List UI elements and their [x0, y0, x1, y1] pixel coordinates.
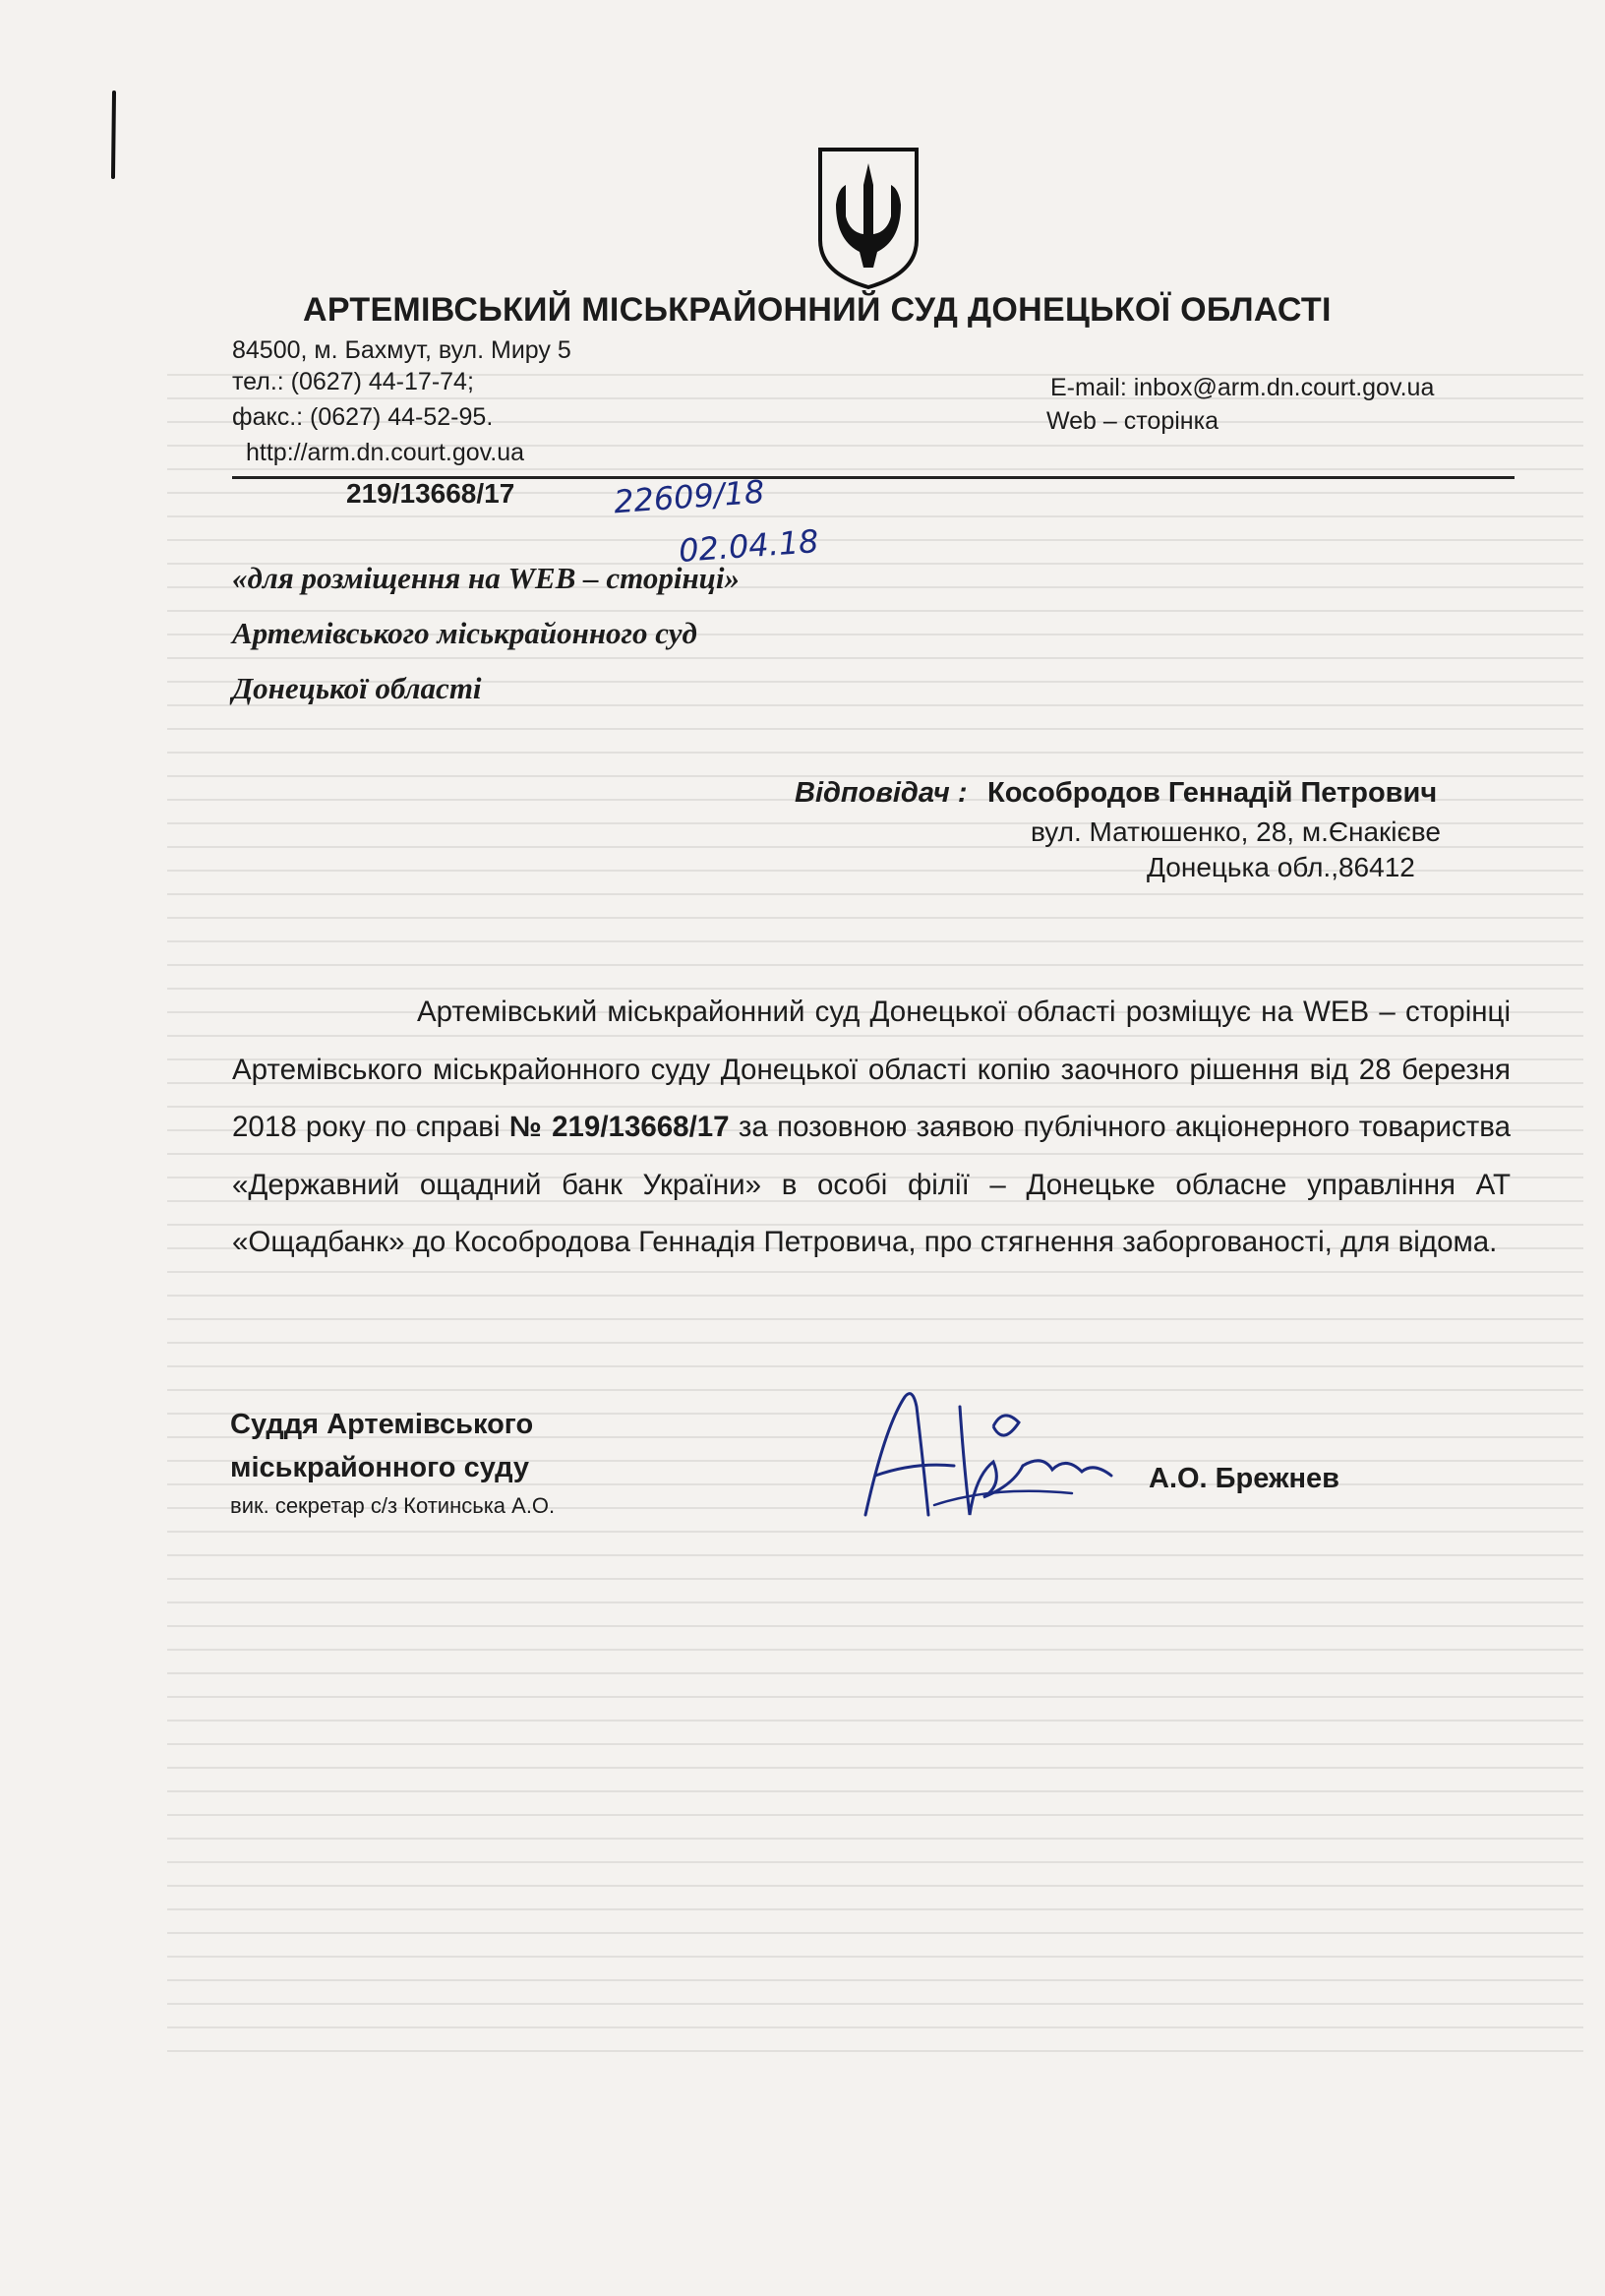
- court-fax: факс.: (0627) 44-52-95.: [232, 403, 494, 431]
- case-number: 219/13668/17: [346, 478, 515, 509]
- placement-note-line2: Артемівського міськрайонного суд: [232, 616, 697, 650]
- signature-icon: [846, 1367, 1151, 1535]
- respondent-street: вул. Матюшенко, 28, м.Єнакієве: [1031, 816, 1441, 847]
- pen-mark-icon: [106, 91, 122, 179]
- respondent-label: Відповідач :: [795, 777, 968, 809]
- judge-title-line1: Суддя Артемівського: [230, 1409, 534, 1440]
- handwritten-date: 02.04.18: [677, 522, 820, 570]
- placement-note-line3: Донецької області: [232, 671, 482, 705]
- body-case-ref: № 219/13668/17: [508, 1111, 730, 1143]
- body-text-part2: за позовною заявою публічного акціонерного товариства «Державний ощадний банк України» в особі філії – Донецьке обласне управління АТ «Ощадбанк» до Кособродова Геннадія Петровича, про стягнення заборгованості, для відома.: [232, 1111, 1511, 1258]
- judge-name: А.О. Брежнев: [1149, 1463, 1340, 1494]
- judge-title-line2: міськрайонного суду: [230, 1452, 530, 1483]
- handwritten-outgoing-number: 22609/18: [612, 472, 766, 521]
- court-email-link[interactable]: E-mail: inbox@arm.dn.court.gov.ua: [1050, 374, 1435, 401]
- court-website-link[interactable]: http://arm.dn.court.gov.ua: [246, 439, 525, 466]
- web-label: Web – сторінка: [1046, 407, 1219, 435]
- placement-note-line1: «для розміщення на WEB – сторінці»: [232, 561, 741, 595]
- coat-of-arms-icon: [816, 146, 921, 291]
- body-paragraph: [232, 984, 1511, 1272]
- respondent-region: Донецька обл.,86412: [1147, 852, 1415, 882]
- court-phone: тел.: (0627) 44-17-74;: [232, 368, 474, 395]
- court-title: АРТЕМІВСЬКИЙ МІСЬКРАЙОННИЙ СУД ДОНЕЦЬКОЇ ОБЛАСТІ: [303, 291, 1332, 329]
- respondent-name: Кособродов Геннадій Петрович: [987, 777, 1438, 809]
- body-text-part1: Артемівський міськрайонний суд Донецької області розміщує на WEB – сторінці Артемівського міськрайонного суду Донецької області копію заочного рішення від 28 березня 2018 року по справі: [232, 996, 1511, 1143]
- secretary-line: вик. секретар с/з Котинська А.О.: [230, 1493, 556, 1518]
- court-address: 84500, м. Бахмут, вул. Миру 5: [232, 336, 571, 364]
